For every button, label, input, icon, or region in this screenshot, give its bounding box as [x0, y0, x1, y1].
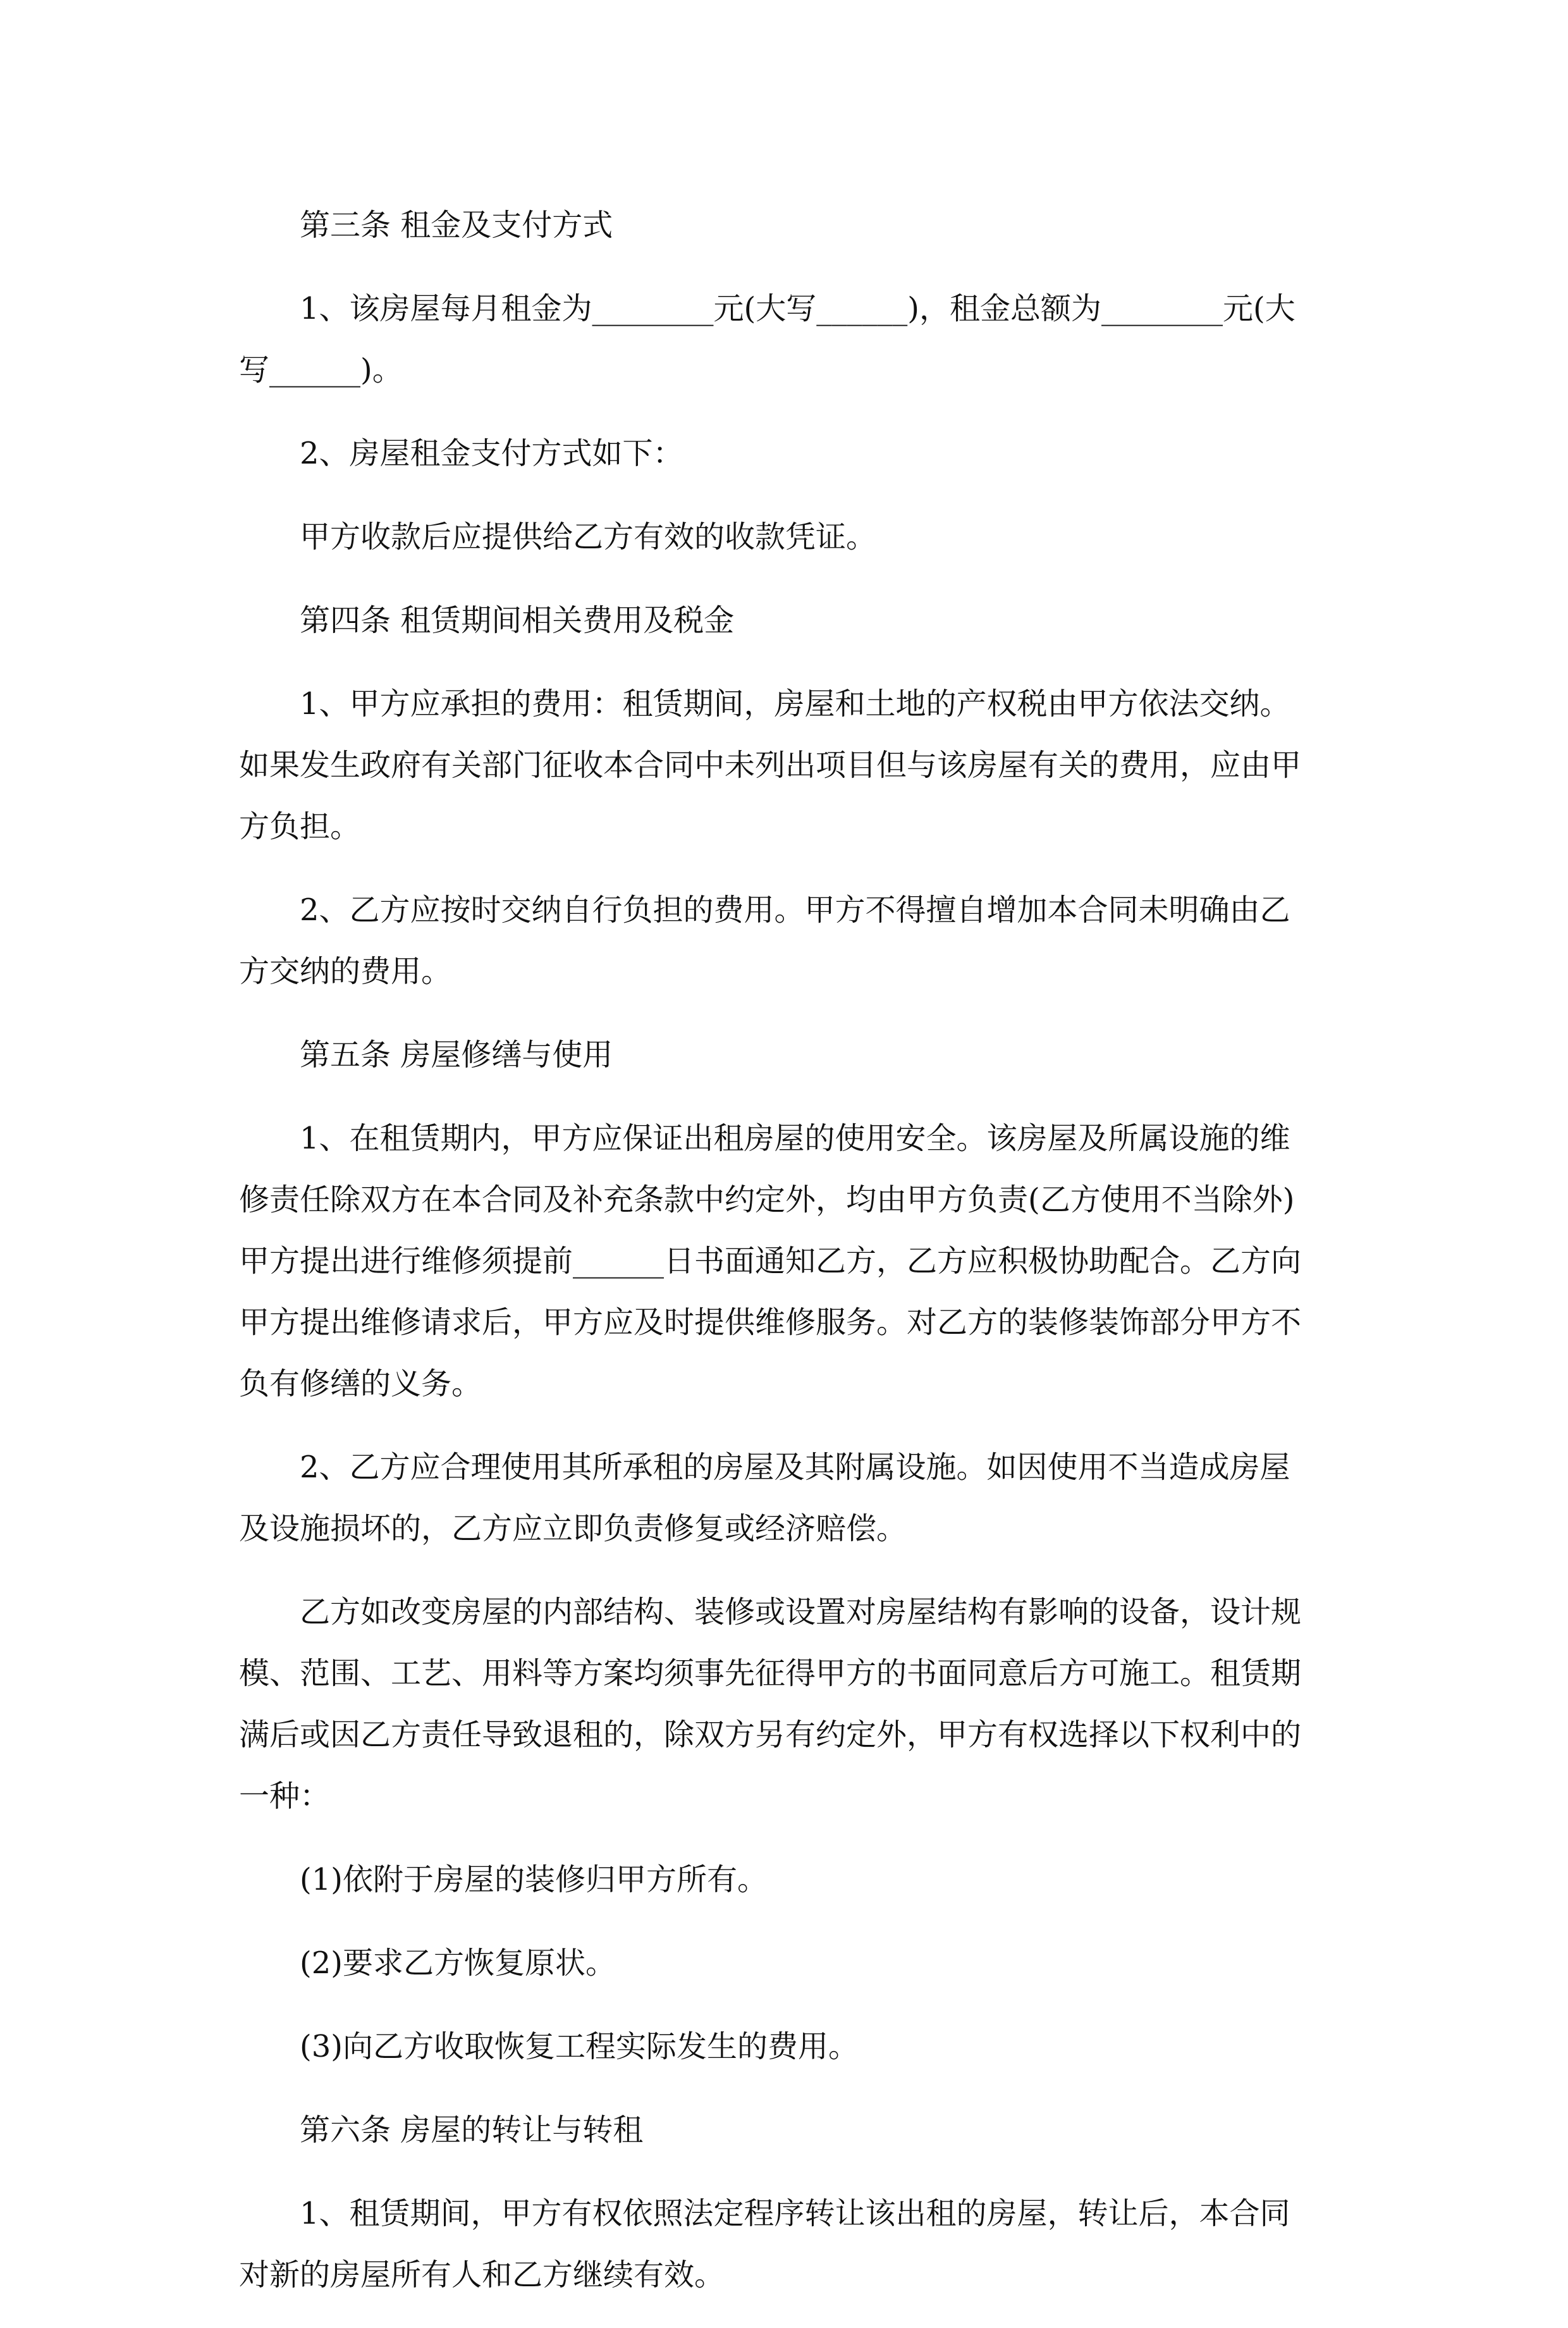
text-line: 1、甲方应承担的费用：租赁期间，房屋和土地的产权税由甲方依法交纳。: [300, 686, 1290, 722]
text-line: 满后或因乙方责任导致退租的，除双方另有约定外，甲方有权选择以下权利中的: [239, 1717, 1302, 1752]
section-heading: [239, 590, 1333, 651]
text-line: 1、租赁期间，甲方有权依照法定程序转让该出租的房屋，转让后，本合同: [300, 2196, 1290, 2231]
text-line: 方负担。: [239, 809, 361, 844]
text-line: 2、房屋租金支付方式如下：: [300, 436, 683, 471]
paragraph: [239, 1437, 1333, 1560]
paragraph: [239, 2183, 1333, 2306]
text-line: (2)要求乙方恢复原状。: [300, 1945, 616, 1981]
text-line: 及设施损坏的，乙方应立即负责修复或经济赔偿。: [239, 1511, 907, 1546]
text-line: (1)依附于房屋的装修归甲方所有。: [300, 1862, 768, 1897]
text-line: 1、在租赁期内，甲方应保证出租房屋的使用安全。该房屋及所属设施的维: [300, 1121, 1290, 1156]
text-line: (3)向乙方收取恢复工程实际发生的费用。: [300, 2029, 859, 2064]
paragraph: [239, 507, 1333, 568]
text-line: 第三条 租金及支付方式: [300, 207, 613, 243]
text-line: 2、乙方应合理使用其所承租的房屋及其附属设施。如因使用不当造成房屋: [300, 1450, 1290, 1485]
paragraph: [239, 423, 1333, 484]
text-line: 方交纳的费用。: [239, 954, 452, 989]
text-line: 如果发生政府有关部门征收本合同中未列出项目但与该房屋有关的费用，应由甲: [239, 748, 1302, 783]
text-line: 甲方提出维修请求后，甲方应及时提供维修服务。对乙方的装修装饰部分甲方不: [239, 1305, 1302, 1340]
paragraph: [239, 1933, 1333, 1994]
text-line: 甲方提出进行维修须提前______日书面通知乙方，乙方应积极协助配合。乙方向: [239, 1243, 1302, 1279]
document-body: [239, 195, 1333, 2328]
text-line: 修责任除双方在本合同及补充条款中约定外，均由甲方负责(乙方使用不当除外): [239, 1182, 1295, 1217]
section-heading: [239, 195, 1333, 256]
section-heading: [239, 1025, 1333, 1086]
text-line: 第四条 租赁期间相关费用及税金: [300, 603, 735, 638]
text-line: 1、该房屋每月租金为________元(大写______)，租金总额为________元(大: [300, 291, 1295, 326]
text-line: 甲方收款后应提供给乙方有效的收款凭证。: [300, 519, 877, 555]
paragraph: [239, 278, 1333, 401]
paragraph: [239, 1108, 1333, 1415]
text-line: 负有修缮的义务。: [239, 1366, 482, 1401]
section-heading: [239, 2100, 1333, 2161]
text-line: 2、乙方应按时交纳自行负担的费用。甲方不得擅自增加本合同未明确由乙: [300, 892, 1290, 928]
paragraph: [239, 674, 1333, 858]
text-line: 乙方如改变房屋的内部结构、装修或设置对房屋结构有影响的设备，设计规: [300, 1594, 1302, 1630]
text-line: 对新的房屋所有人和乙方继续有效。: [239, 2257, 725, 2293]
paragraph: [239, 1849, 1333, 1911]
text-line: 一种：: [239, 1778, 331, 1814]
text-line: 第六条 房屋的转让与转租: [300, 2112, 644, 2148]
text-line: 第五条 房屋修缮与使用: [300, 1037, 613, 1073]
text-line: 写______)。: [239, 352, 403, 388]
paragraph: [239, 2016, 1333, 2078]
text-line: 模、范围、工艺、用料等方案均须事先征得甲方的书面同意后方可施工。租赁期: [239, 1656, 1302, 1691]
paragraph: [239, 1582, 1333, 1827]
paragraph: [239, 880, 1333, 1002]
